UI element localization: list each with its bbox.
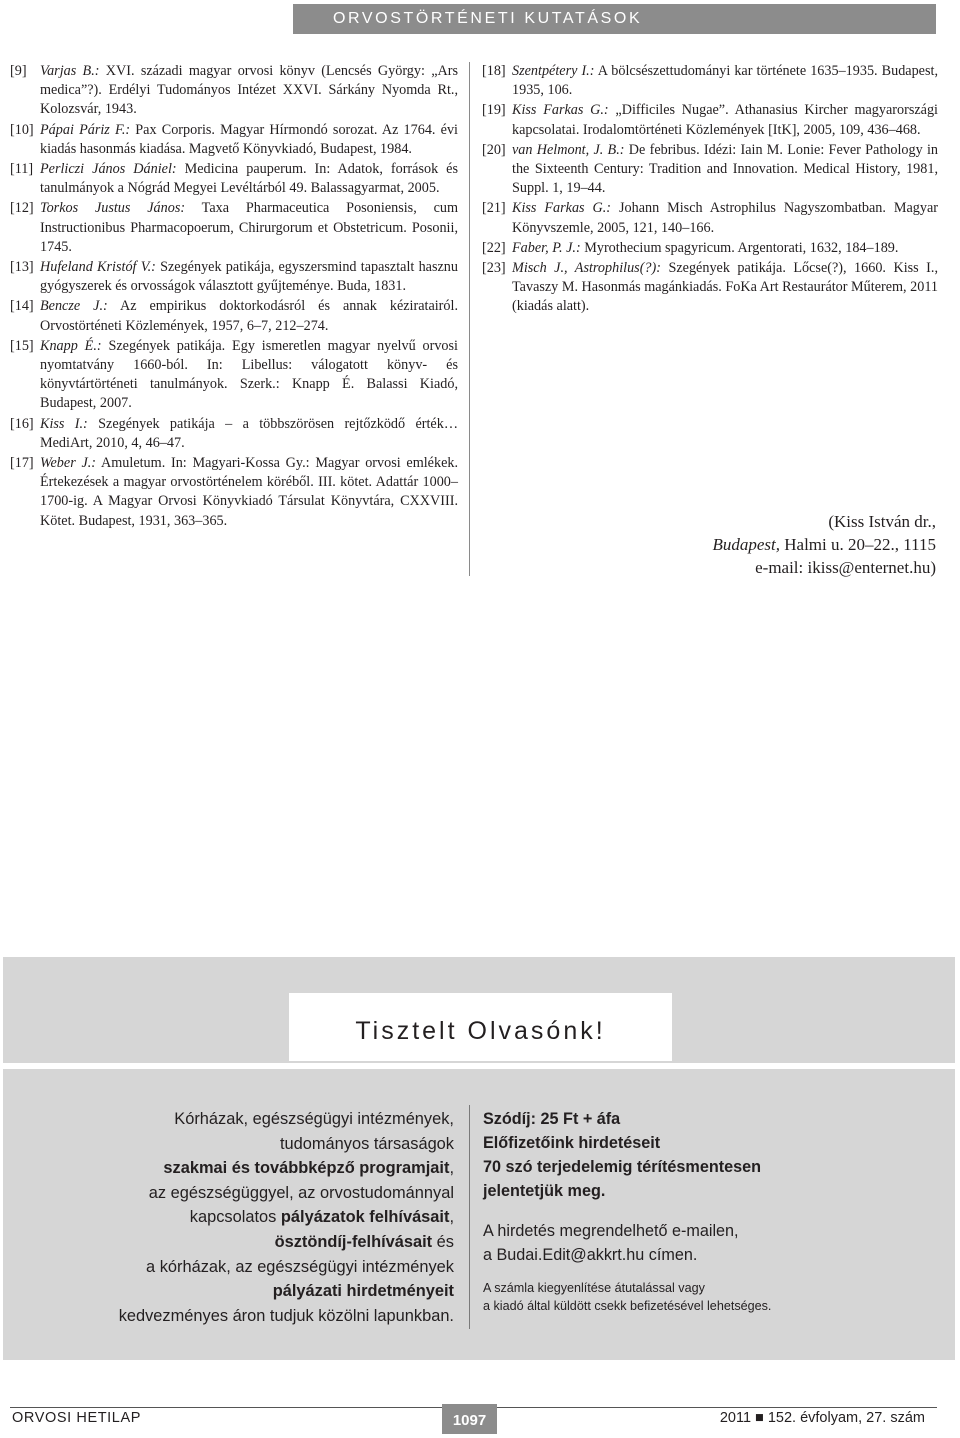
reference-author: Faber, P. J.: [512, 239, 581, 256]
ad-left-bold: pályázatok felhívásait [280, 1208, 450, 1227]
reference-text: XVI. századi magyar orvosi könyv (Lencsés György: „Ars medica”?). Erdélyi Tudományos Intézet XXVI. Sárkány Nyomda Rt., Kolozsvár, 1943. [40, 63, 459, 118]
ad-contact-block [483, 1219, 923, 1267]
signature-city: Budapest, [712, 535, 781, 554]
ad-left-line: Kórházak, egészségügyi intézmények, [174, 1110, 454, 1128]
reference-number: [19] [482, 102, 506, 119]
advertisement-title: Tisztelt Olvasónk! [289, 993, 672, 1061]
column-divider [469, 62, 470, 576]
reference-number: [23] [482, 260, 506, 277]
ad-left-text: kapcsolatos [189, 1208, 281, 1227]
reference-author: Pápai Páriz F.: [40, 121, 131, 138]
ad-left-bold: pályázati hirdetményeit [272, 1282, 454, 1301]
reference-number: [15] [10, 337, 34, 354]
issue-info: 2011 ■ 152. évfolyam, 27. szám [719, 1410, 925, 1426]
ad-billing-line: a kiadó által küldött csekk befizetésével lehetséges. [483, 1299, 772, 1313]
reference-author: Kiss Farkas G.: [512, 200, 612, 217]
reference-number: [16] [10, 415, 34, 432]
reference-author: van Helmont, J. B.: [512, 141, 625, 158]
signature-street: Halmi u. 20–22., 1115 [780, 535, 936, 554]
reference-author: Szentpétery I.: [512, 63, 595, 79]
reference-text: Pax Corporis. Magyar Hírmondó sorozat. Az 1764. évi kiadás hasonmás kiadása. Magvető Könyvkiadó, Budapest, 1984. [40, 121, 458, 157]
reference-author: Perliczi János Dániel: [40, 161, 177, 178]
ad-left-bold: ösztöndíj-felhívásait [274, 1232, 433, 1251]
ad-left-line [60, 1156, 454, 1181]
advertisement-divider [469, 1105, 470, 1329]
ad-left-punct: , [449, 1159, 454, 1178]
reference-author: Knapp É.: [40, 337, 102, 354]
ad-contact-email: a Budai.Edit@akkrt.hu címen. [483, 1246, 698, 1264]
section-header: ORVOSTÖRTÉNETI KUTATÁSOK [293, 4, 936, 34]
reference-text: De febribus. Idézi: Iain M. Lonie: Fever Pathology in the Sixteenth Century: Tradition and Innovation. Medical History, 1981, Suppl. 1, 19–44. [512, 141, 938, 197]
reference-item [10, 258, 458, 296]
reference-number: [18] [482, 63, 506, 79]
reference-author: Weber J.: [40, 455, 97, 472]
reference-number: [14] [10, 298, 34, 315]
reference-author: Torkos Justus János: [40, 200, 186, 217]
ad-left-line: kedvezményes áron tudjuk közölni lapunkban. [118, 1306, 454, 1325]
reference-number: [12] [10, 200, 34, 217]
ad-left-punct: , [449, 1208, 454, 1227]
ad-billing-line: A számla kiegyenlítése átutalással vagy [483, 1281, 705, 1295]
reference-item [10, 454, 458, 531]
ad-left-line: tudományos társaságok [279, 1134, 454, 1153]
reference-item [10, 337, 458, 414]
reference-author: Kiss I.: [40, 415, 88, 432]
ad-billing-note [483, 1279, 923, 1315]
reference-text: Johann Misch Astrophilus Nagyszombatban. Magyar Könyvszemle, 2005, 121, 140–166. [512, 200, 938, 236]
reference-text: Szegények patikája. Egy ismeretlen magyar nyelvű orvosi nyomtatvány 1660-ból. In: Libellus: válogatott könyv- és könyvtártörténeti tanulmányok. Szerk.: Knapp É. Balassi Kiadó, Budapest, 2007. [40, 337, 458, 412]
reference-author: Hufeland Kristóf V.: [40, 259, 156, 276]
ad-pricing-block [483, 1107, 923, 1203]
references-right [482, 62, 938, 318]
reference-item [10, 415, 458, 453]
reference-item [482, 101, 938, 139]
ad-price: Szódíj: 25 Ft + áfa [483, 1110, 621, 1128]
reference-number: [22] [482, 239, 506, 256]
page-number: 1097 [442, 1404, 497, 1434]
reference-author: Kiss Farkas G.: [512, 102, 609, 119]
advertisement-separator [3, 1063, 955, 1069]
reference-text: Szegények patikája – a többszörösen rejtőzködő érték… MediArt, 2010, 4, 46–47. [40, 415, 459, 451]
reference-item [10, 62, 458, 120]
reference-item [10, 121, 458, 159]
reference-number: [21] [482, 200, 506, 217]
reference-item [10, 199, 458, 257]
reference-item [482, 239, 938, 258]
reference-text: Szegények patikája. Lőcse(?), 1660. Kiss I., Tavaszy M. Hasonmás magánkiadás. FoKa Art Restaurátor Műterem, 2011 (kiadás alatt). [512, 260, 939, 315]
reference-number: [9] [10, 63, 27, 79]
reference-number: [13] [10, 259, 34, 276]
reference-item [482, 199, 938, 237]
signature-address [712, 533, 936, 556]
signature-email: e-mail: ikiss@enternet.hu) [755, 558, 936, 577]
reference-item [10, 160, 458, 198]
reference-number: [10] [10, 121, 34, 138]
ad-word-limit: 70 szó terjedelemig térítésmentesen [483, 1158, 762, 1176]
reference-text: Medicina pauperum. In: Adatok, források és tanulmányok a Nógrád Megyei Levéltárból 49. Balassagyarmat, 2005. [40, 161, 458, 197]
advertisement-left-text [60, 1107, 454, 1328]
reference-text: Az empirikus doktorkodásról és annak kéziratairól. Orvostörténeti Közlemények, 1957, 6–7, 212–274. [40, 298, 458, 334]
reference-text: Myrothecium spagyricum. Argentorati, 1632, 184–189. [580, 239, 899, 256]
ad-publish-line: jelentetjük meg. [483, 1182, 606, 1200]
ad-left-text: és [432, 1232, 454, 1251]
ad-subscriber-line: Előfizetőink hirdetéseit [483, 1134, 661, 1152]
author-signature [712, 510, 936, 579]
ad-left-line [60, 1279, 454, 1304]
references-left [10, 62, 458, 532]
ad-contact-line: A hirdetés megrendelhető e-mailen, [483, 1222, 739, 1240]
reference-item [482, 62, 938, 100]
reference-text: Taxa Pharmaceutica Posoniensis, cum Instructionibus Pharmacopoerum, Chirurgorum et Obstetricum. Posonii, 1745. [40, 200, 458, 255]
ad-left-line [60, 1205, 454, 1230]
reference-item [482, 141, 938, 199]
ad-left-line [60, 1230, 454, 1255]
reference-author: Misch J., Astrophilus(?): [512, 260, 661, 277]
signature-name: (Kiss István dr., [828, 512, 936, 531]
advertisement-right-text [483, 1107, 923, 1315]
reference-number: [11] [10, 161, 34, 178]
reference-author: Varjas B.: [40, 63, 100, 79]
journal-name: ORVOSI HETILAP [12, 1410, 142, 1426]
reference-author: Bencze J.: [40, 298, 108, 315]
reference-item [482, 259, 938, 317]
reference-text: A bölcsészettudományi kar története 1635–1935. Budapest, 1935, 106. [512, 63, 938, 99]
reference-number: [17] [10, 455, 34, 472]
reference-text: Szegények patikája, egyszersmind tapasztalt hasznu gyógyszerek és orvosságok választott gyűjteménye. Buda, 1831. [40, 259, 458, 295]
reference-text: Amuletum. In: Magyari-Kossa Gy.: Magyar orvosi emlékek. Értekezések a magyar orvostörténelem köréből. III. kötet. Adattár 1000–1700-ig. A Magyar Orvosi Könyvkiadó Társulat Könyvtára, CXXVIII. Kötet. Budapest, 1931, 363–365. [40, 455, 459, 529]
ad-left-bold: szakmai és továbbképző programjait [163, 1159, 450, 1178]
reference-number: [20] [482, 141, 506, 158]
reference-item [10, 297, 458, 335]
ad-left-line: az egészségüggyel, az orvostudománnyal [148, 1183, 454, 1202]
reference-text: „Difficiles Nugae”. Athanasius Kircher magyarországi kapcsolatai. Irodalomtörténeti Közlemények [ItK], 2005, 109, 436–468. [512, 102, 938, 138]
ad-left-line: a kórházak, az egészségügyi intézmények [146, 1257, 454, 1276]
